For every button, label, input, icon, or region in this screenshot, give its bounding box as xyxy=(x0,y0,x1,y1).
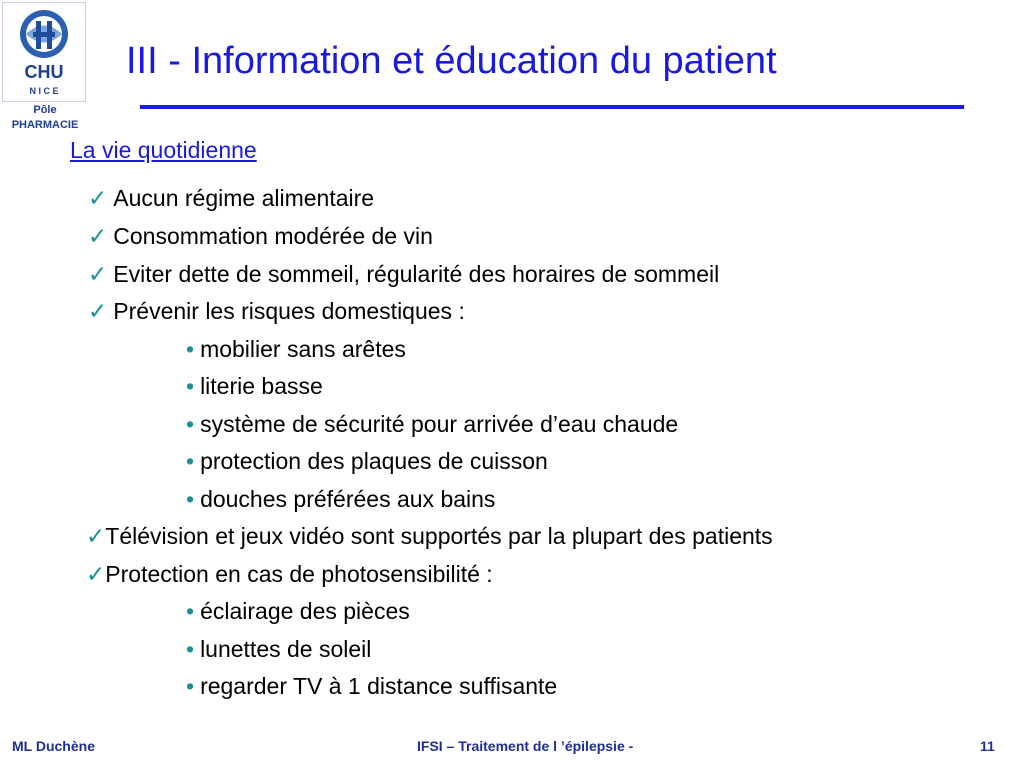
logo-sub: N I C E xyxy=(29,86,59,96)
list-item xyxy=(86,522,773,550)
list-item xyxy=(86,560,493,588)
check-mark-icon: ✓ xyxy=(86,561,106,587)
bullet-icon: • xyxy=(186,636,195,662)
check-mark-icon: ✓ xyxy=(88,185,108,211)
bullet-icon: • xyxy=(186,486,195,512)
logo-name: CHU xyxy=(24,62,64,82)
bullet-icon: • xyxy=(186,373,195,399)
chu-nice-logo xyxy=(2,2,86,102)
sub-list-item xyxy=(186,485,495,513)
list-item-text: Aucun régime alimentaire xyxy=(113,185,375,211)
check-mark-icon: ✓ xyxy=(88,261,108,287)
bullet-icon: • xyxy=(186,448,195,474)
list-item xyxy=(88,184,374,212)
bullet-icon: • xyxy=(186,411,195,437)
sub-list-item xyxy=(186,447,548,475)
sub-list-item xyxy=(186,672,557,700)
list-item-text: Protection en cas de photosensibilité : xyxy=(105,561,493,587)
list-item-text: système de sécurité pour arrivée d’eau chaude xyxy=(200,411,679,437)
list-item-text: Consommation modérée de vin xyxy=(113,223,433,249)
footer-page-number: 11 xyxy=(980,738,995,754)
list-item-text: Prévenir les risques domestiques : xyxy=(113,298,465,324)
slide-title: III - Information et éducation du patient xyxy=(126,40,777,82)
sub-list-item xyxy=(186,635,371,663)
list-item-text: douches préférées aux bains xyxy=(200,486,496,512)
list-item xyxy=(88,260,719,288)
list-item xyxy=(88,222,433,250)
sub-list-item xyxy=(186,597,410,625)
list-item-text: éclairage des pièces xyxy=(200,598,410,624)
footer-author: ML Duchène xyxy=(12,738,95,754)
pole-label xyxy=(0,103,90,133)
check-mark-icon: ✓ xyxy=(88,223,108,249)
sub-list-item xyxy=(186,335,406,363)
bullet-icon: • xyxy=(186,336,195,362)
list-item-text: Télévision et jeux vidéo sont supportés par la plupart des patients xyxy=(105,523,773,549)
sub-list-item xyxy=(186,372,323,400)
title-underline-rule xyxy=(140,105,964,109)
list-item xyxy=(88,297,465,325)
list-item-text: regarder TV à 1 distance suffisante xyxy=(200,673,558,699)
check-mark-icon: ✓ xyxy=(86,523,106,549)
pole-line-1: Pôle xyxy=(33,104,57,116)
section-heading: La vie quotidienne xyxy=(70,137,257,163)
footer-course-title: IFSI – Traitement de l ’épilepsie - xyxy=(417,738,634,754)
list-item-text: protection des plaques de cuisson xyxy=(200,448,548,474)
sub-list-item xyxy=(186,410,678,438)
bullet-icon: • xyxy=(186,673,195,699)
list-item-text: mobilier sans arêtes xyxy=(200,336,406,362)
bullet-icon: • xyxy=(186,598,195,624)
pole-line-2: PHARMACIE xyxy=(11,119,79,131)
check-mark-icon: ✓ xyxy=(88,298,108,324)
list-item-text: lunettes de soleil xyxy=(200,636,372,662)
list-item-text: literie basse xyxy=(200,373,323,399)
list-item-text: Eviter dette de sommeil, régularité des horaires de sommeil xyxy=(113,261,720,287)
